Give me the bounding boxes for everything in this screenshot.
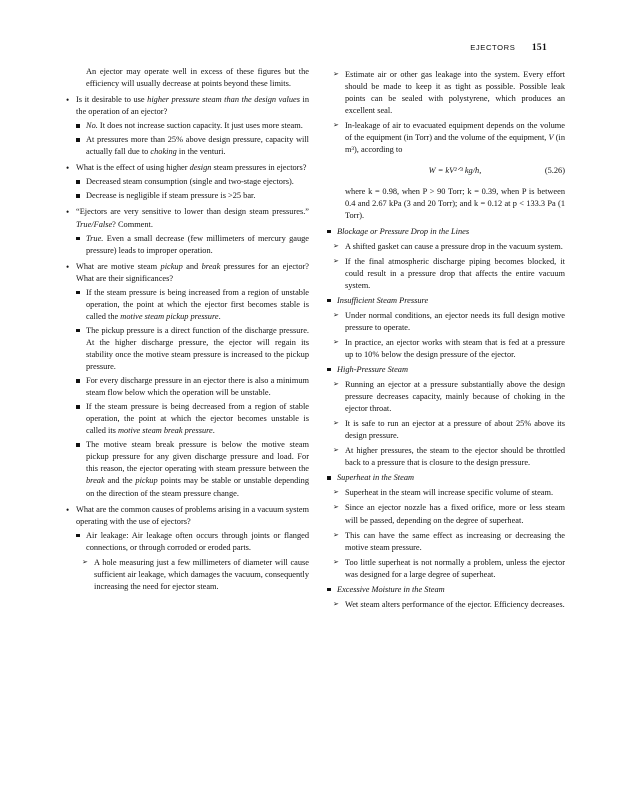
equation-body: W = kV²ᐟ³ kg/h, — [428, 166, 482, 176]
sub-point: ➢ It is safe to run an ejector at a pressure of about 25% above its design pressure. — [327, 418, 565, 442]
equation-number: (5.26) — [544, 166, 565, 176]
section-heading: Blockage or Pressure Drop in the Lines — [327, 226, 565, 238]
answer-item: If the steam pressure is being decreased from a region of stable operation, the point at which the ejector becomes unstable is called its motive steam break pressure. — [66, 401, 309, 437]
sub-point: ➢ Running an ejector at a pressure substantially above the design pressure decreases capacity, mainly because of choking in the ejector throat. — [327, 379, 565, 415]
section-heading: Superheat in the Steam — [327, 472, 565, 484]
answer-item: If the steam pressure is being increased from a region of unstable operation, the point at which the ejector first becomes stable is called the motive steam pickup pressure. — [66, 287, 309, 323]
answer-item: At pressures more than 25% above design pressure, capacity will actually fall due to choking in the venturi. — [66, 134, 309, 158]
question-design-steam-pressure: • What is the effect of using higher design steam pressures in ejectors? — [66, 162, 309, 174]
equation-where-clause: where k = 0.98, when P > 90 Torr; k = 0.39, when P is between 0.4 and 2.67 kPa (3 and 20 Torr); and k = 0.12 at p < 133.3 Pa (1 Torr). — [345, 187, 565, 221]
sub-point: ➢ Since an ejector nozzle has a fixed orifice, more or less steam will be passed, depending on the degree of superheat. — [327, 502, 565, 526]
question-higher-pressure-steam: • Is it desirable to use higher pressure steam than the design values in the operation of an ejector? — [66, 94, 309, 118]
answer-item: No. It does not increase suction capacity. It just uses more steam. — [66, 120, 309, 132]
sub-point: ➢ This can have the same effect as increasing or decreasing the motive steam pressure. — [327, 530, 565, 554]
page-number: 151 — [531, 43, 547, 53]
answer-item: The motive steam break pressure is below the motive steam pickup pressure for any given discharge pressure and load. For this reason, the ejector operating with steam pressure between the break and the pickup points may be stable or unstable depending on the direction of the steam pressure change. — [66, 439, 309, 499]
answer-item: True. Even a small decrease (few millimeters of mercury gauge pressure) leads to improper operation. — [66, 233, 309, 257]
answer-item: Decrease is negligible if steam pressure is >25 bar. — [66, 190, 309, 202]
sub-point: ➢ At higher pressures, the steam to the ejector should be throttled back to a pressure that is closure to the design pressure. — [327, 445, 565, 469]
question-common-causes: • What are the common causes of problems arising in a vacuum system operating with the use of ejectors? — [66, 504, 309, 528]
sub-point: ➢ Wet steam alters performance of the ejector. Efficiency decreases. — [327, 599, 565, 611]
sub-point: ➢ A hole measuring just a few millimeters of diameter will cause sufficient air leakage, which damages the vacuum, consequently increasing the need for ejector steam. — [66, 557, 309, 593]
sub-point: ➢ Under normal conditions, an ejector needs its full design motive pressure to operate. — [327, 310, 565, 334]
section-heading: Insufficient Steam Pressure — [327, 295, 565, 307]
sub-point: ➢ A shifted gasket can cause a pressure drop in the vacuum system. — [327, 241, 565, 253]
sub-point: ➢ Too little superheat is not normally a problem, unless the ejector was designed for a large degree of superheat. — [327, 557, 565, 581]
right-column — [327, 66, 565, 611]
section-heading: Excessive Moisture in the Steam — [327, 584, 565, 596]
equation-5-26 — [345, 165, 565, 177]
continued-paragraph: An ejector may operate well in excess of these figures but the efficiency will usually decrease at points beyond these limits. — [86, 67, 309, 89]
question-true-false: • “Ejectors are very sensitive to lower than design steam pressures.” True/False? Comment. — [66, 206, 309, 230]
sub-point: ➢ Superheat in the steam will increase specific volume of steam. — [327, 487, 565, 499]
section-heading: High-Pressure Steam — [327, 364, 565, 376]
sub-point: ➢ In-leakage of air to evacuated equipment depends on the volume of the equipment (in Torr) and the volume of the equipment, V (in m³), according to — [327, 120, 565, 156]
answer-item: The pickup pressure is a direct function of the discharge pressure. At the higher discharge pressure, the ejector will regain its stability once the motive steam pressure is increased to the pickup pressure. — [66, 325, 309, 373]
answer-item: For every discharge pressure in an ejector there is also a minimum steam flow below which the operation will be unstable. — [66, 375, 309, 399]
running-header — [470, 42, 547, 53]
sub-point: ➢ In practice, an ejector works with steam that is fed at a pressure up to 10% below the design pressure of the ejector. — [327, 337, 565, 361]
sub-point: ➢ Estimate air or other gas leakage into the system. Every effort should be made to keep it as tight as possible. Possible leak points can be sealed with polystyrene, which produces an excellent seal. — [327, 69, 565, 117]
chapter-title: EJECTORS — [470, 43, 516, 52]
answer-item: Air leakage: Air leakage often occurs through joints or flanged connections, or through corroded or eroded parts. — [66, 530, 309, 554]
sub-point: ➢ If the final atmospheric discharge piping becomes blocked, it could result in a pressure drop that affects the entire vacuum system. — [327, 256, 565, 292]
left-column — [66, 66, 309, 593]
question-pickup-break: • What are motive steam pickup and break pressures for an ejector? What are their significances? — [66, 261, 309, 285]
answer-item: Decreased steam consumption (single and two-stage ejectors). — [66, 176, 309, 188]
